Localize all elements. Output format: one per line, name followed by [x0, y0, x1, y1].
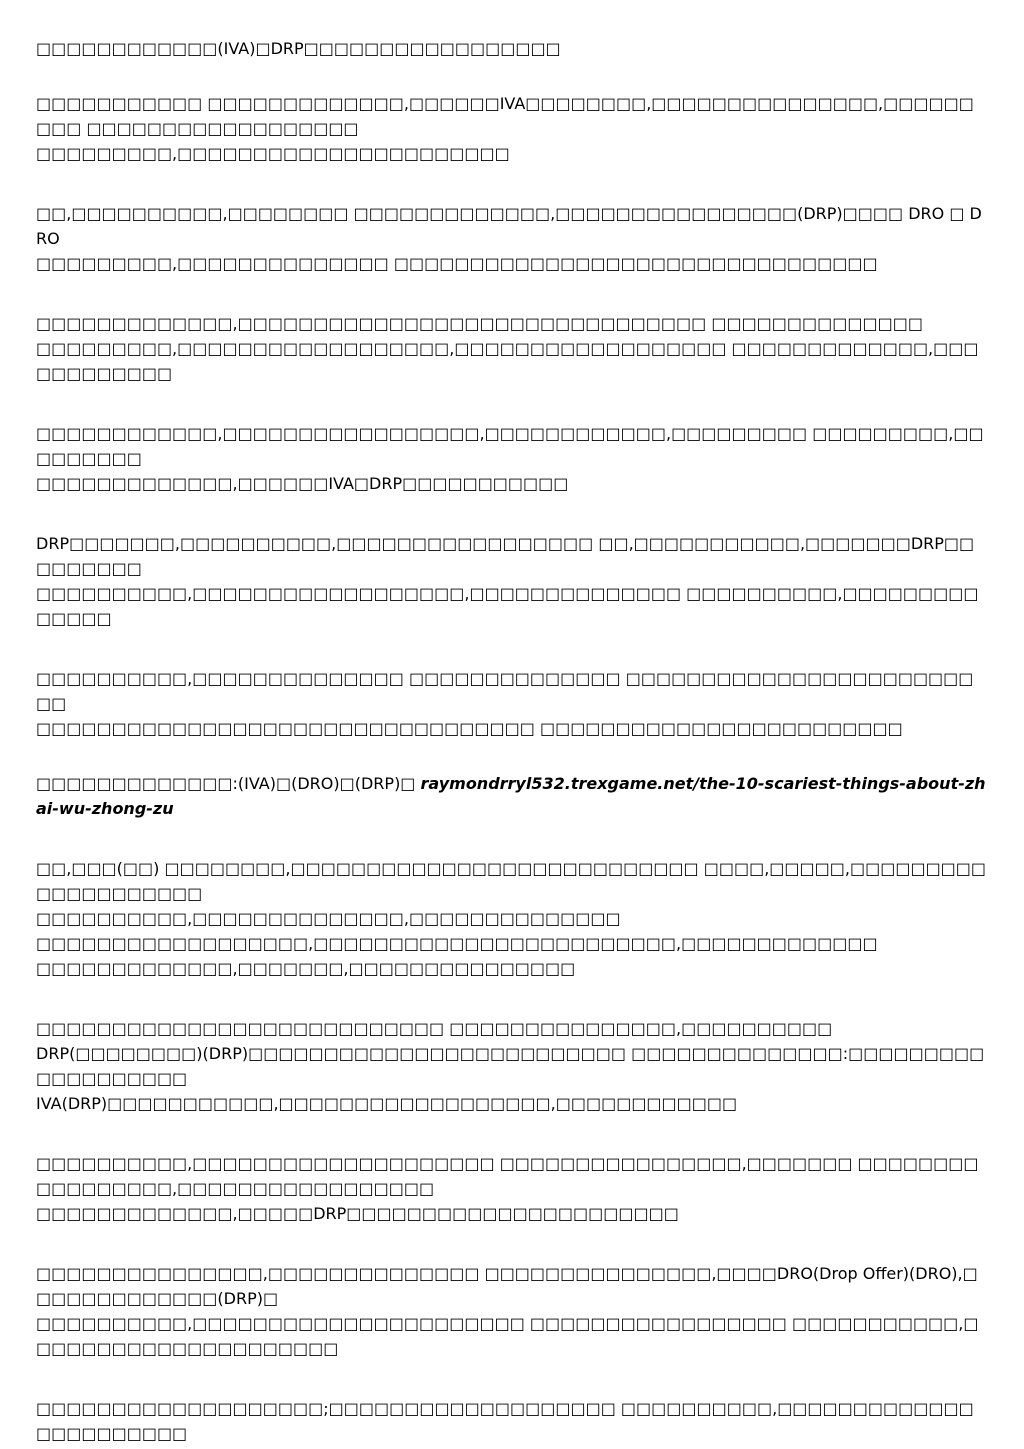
paragraph-line: DRP(□□□□□□□□)(DRP)□□□□□□□□□□□□□□□□□□□□□□□□□ □□□□□□□□□□□□□□:□□□□□□□□□□□□□□□□□□□: [36, 1044, 985, 1088]
paragraph-line: □□□□□□□□□□□□□,□□□□□□□□□□□□□□□□□□□□□□□□□□□□□□□ □□□□□□□□□□□□□□: [36, 314, 923, 333]
paragraph-line: □□□□□□□□□□□□□□□□□□□□□□□□□□□□□□□□□ □□□□□□□□□□□□□□□□□□□□□□□□: [36, 719, 903, 738]
paragraph-line: □□□□□□□□□□□□□,□□□□□DRP□□□□□□□□□□□□□□□□□□□□□□: [36, 1204, 679, 1223]
paragraph-line: □□□□□□□□□□,□□□□□□□□□□□□□□,□□□□□□□□□□□□□□: [36, 909, 621, 928]
paragraph-9: [36, 856, 988, 981]
paragraph-line: □□□□□□□□□□□ □□□□□□□□□□□□□,□□□□□□IVA□□□□□□□□,□□□□□□□□□□□□□□□,□□□□□□□□□ □□□□□□□□□□□□□□□□□□: [36, 94, 974, 138]
paragraph-line: □□□□□□□□□,□□□□□□□□□□□□□□□□□□□□□□: [36, 144, 510, 163]
paragraph-line: □□□□□□□□□□,□□□□□□□□□□□□□□□□□□□□ □□□□□□□□□□□□□□□□,□□□□□□□ □□□□□□□□□□□□□□□□□,□□□□□□□□□□□□□□□□□: [36, 1154, 979, 1198]
paragraph-line: □□□□□□□□□□□□□□□,□□□□□□□□□□□□□□ □□□□□□□□□□□□□□□,□□□□DRO(Drop Offer)(DRO),□□□□□□□□□□□□□(DRP)□: [36, 1264, 978, 1308]
paragraph-line: □□□□□□□□□□□□(IVA)□DRP□□□□□□□□□□□□□□□□□: [36, 39, 561, 58]
paragraph-11: [36, 1151, 988, 1226]
paragraph-link: [36, 771, 988, 821]
paragraph-line: □□□□□□□□□□□□□□□□□□□□□□□□□□□ □□□□□□□□□□□□□□□,□□□□□□□□□□: [36, 1019, 833, 1038]
paragraph-2: [36, 91, 988, 166]
article-link[interactable]: raymondrryl532.trexgame.net/the-10-scariest-things-about-zhai-wu-zhong-zu: [36, 774, 986, 818]
paragraph-line: □□□□□□□□□□,□□□□□□□□□□□□□□□□□□,□□□□□□□□□□□□□□ □□□□□□□□□□,□□□□□□□□□□□□□□: [36, 584, 979, 628]
paragraph-6: [36, 531, 988, 631]
paragraph-10: [36, 1016, 988, 1116]
paragraph-3: [36, 201, 988, 276]
paragraph-line: □□□□□□□□□□,□□□□□□□□□□□□□□ □□□□□□□□□□□□□□ □□□□□□□□□□□□□□□□□□□□□□□□□: [36, 669, 974, 713]
link-prefix-text: □□□□□□□□□□□□□:(IVA)□(DRO)□(DRP)□: [36, 774, 421, 793]
paragraph-line: □□,□□□□□□□□□□,□□□□□□□□ □□□□□□□□□□□□□,□□□□□□□□□□□□□□□□(DRP)□□□□ DRO □ DRO: [36, 204, 982, 248]
paragraph-line: □□□□□□□□□□□□□□□□□□,□□□□□□□□□□□□□□□□□□□□□□□□,□□□□□□□□□□□□□: [36, 934, 878, 953]
paragraph-line: □□□□□□□□□□□□□,□□□□□□□,□□□□□□□□□□□□□□□: [36, 959, 576, 978]
paragraph-line: DRP□□□□□□□,□□□□□□□□□□,□□□□□□□□□□□□□□□□□ □□,□□□□□□□□□□□,□□□□□□□DRP□□□□□□□□□: [36, 534, 975, 578]
paragraph-4: [36, 311, 988, 386]
paragraph-12: [36, 1261, 988, 1361]
paragraph-line: □□□□□□□□□□,□□□□□□□□□□□□□□□□□□□□□□ □□□□□□□□□□□□□□□□□ □□□□□□□□□□□,□□□□□□□□□□□□□□□□□□□□□: [36, 1314, 979, 1358]
paragraph-1: [36, 36, 988, 61]
paragraph-13: [36, 1396, 988, 1446]
paragraph-line: IVA(DRP)□□□□□□□□□□□,□□□□□□□□□□□□□□□□□□,□□□□□□□□□□□□: [36, 1094, 738, 1113]
paragraph-line: □□□□□□□□□□□□,□□□□□□□□□□□□□□□□□,□□□□□□□□□□□□,□□□□□□□□□ □□□□□□□□□,□□□□□□□□□: [36, 424, 984, 468]
paragraph-line: □□□□□□□□□,□□□□□□□□□□□□□□□□□□,□□□□□□□□□□□□□□□□□□ □□□□□□□□□□□□□,□□□□□□□□□□□□: [36, 339, 979, 383]
paragraph-7: [36, 666, 988, 741]
paragraph-5: [36, 421, 988, 496]
paragraph-line: □□,□□□(□□) □□□□□□□□,□□□□□□□□□□□□□□□□□□□□□□□□□□□ □□□□,□□□□□,□□□□□□□□□□□□□□□□□□□□: [36, 859, 987, 903]
paragraph-line: □□□□□□□□□,□□□□□□□□□□□□□□ □□□□□□□□□□□□□□□□□□□□□□□□□□□□□□□□: [36, 254, 878, 273]
paragraph-line: □□□□□□□□□□□□□,□□□□□□IVA□DRP□□□□□□□□□□□: [36, 474, 569, 493]
paragraph-line: □□□□□□□□□□□□□□□□□□□;□□□□□□□□□□□□□□□□□□□ □□□□□□□□□□,□□□□□□□□□□□□□□□□□□□□□□□: [36, 1399, 974, 1443]
